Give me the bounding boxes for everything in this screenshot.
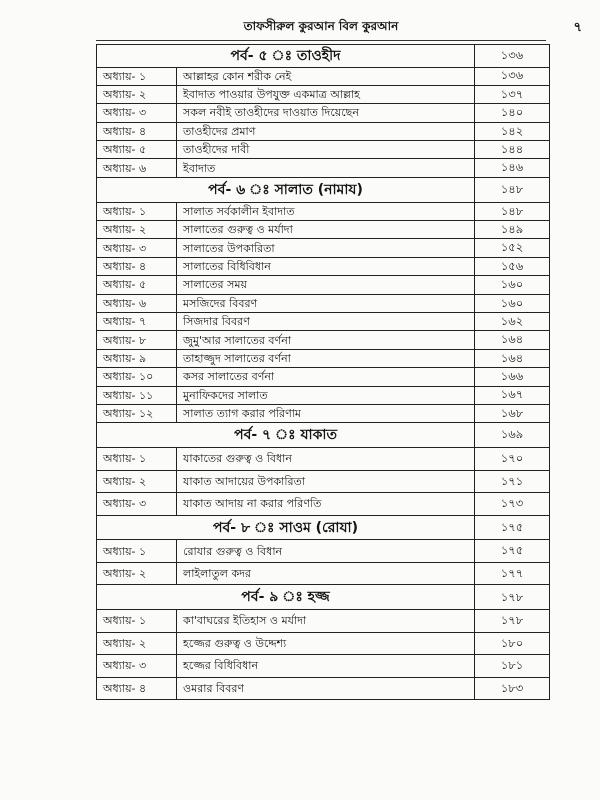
chapter-number: অধ্যায়- ২ — [97, 632, 177, 655]
page-ref: ১৬০ — [475, 294, 550, 312]
toc-chapter-row — [97, 349, 550, 367]
chapter-title: যাকাত আদায়ের উপকারিতা — [177, 470, 475, 493]
part-title: পর্ব- ৯ ঃ হজ্জ — [97, 585, 475, 610]
page-ref: ১৭৫ — [475, 515, 550, 540]
part-title: পর্ব- ৬ ঃ সালাত (নামায) — [97, 177, 475, 202]
chapter-title: তাওহীদের প্রমাণ — [177, 122, 475, 140]
toc-chapter-row — [97, 331, 550, 349]
toc-part-row — [97, 423, 550, 448]
chapter-number: অধ্যায়- ১ — [97, 448, 177, 471]
chapter-title: আল্লাহর কোন শরীক নেই — [177, 67, 475, 85]
chapter-title: ওমরার বিবরণ — [177, 677, 475, 700]
toc-chapter-row — [97, 632, 550, 655]
toc-chapter-row — [97, 257, 550, 275]
chapter-title: সালাত ত্যাগ করার পরিণাম — [177, 404, 475, 422]
chapter-title: হজ্জের বিধিবিধান — [177, 655, 475, 678]
toc-chapter-row — [97, 386, 550, 404]
part-title: পর্ব- ৫ ঃ তাওহীদ — [97, 45, 475, 68]
page-ref: ১৭৮ — [475, 610, 550, 633]
page-ref: ১৮৩ — [475, 677, 550, 700]
page-ref: ১৪২ — [475, 122, 550, 140]
page-ref: ১৬২ — [475, 312, 550, 330]
chapter-number: অধ্যায়- ৫ — [97, 276, 177, 294]
page-ref: ১৪৯ — [475, 221, 550, 239]
chapter-title: মুনাফিকদের সালাত — [177, 386, 475, 404]
chapter-title: লাইলাতুল কদর — [177, 562, 475, 585]
chapter-number: অধ্যায়- ১ — [97, 67, 177, 85]
chapter-number: অধ্যায়- ৬ — [97, 294, 177, 312]
chapter-title: তাহাজ্জুদ সালাতের বর্ণনা — [177, 349, 475, 367]
page-ref: ১৬৪ — [475, 349, 550, 367]
chapter-number: অধ্যায়- ৪ — [97, 677, 177, 700]
chapter-title: সিজদার বিবরণ — [177, 312, 475, 330]
page-ref: ১৬৮ — [475, 404, 550, 422]
toc-part-row — [97, 515, 550, 540]
toc-chapter-row — [97, 610, 550, 633]
page-number: ৭ — [573, 20, 582, 35]
toc-chapter-row — [97, 470, 550, 493]
chapter-number: অধ্যায়- ৪ — [97, 122, 177, 140]
page-ref: ১৮১ — [475, 655, 550, 678]
toc-chapter-row — [97, 368, 550, 386]
toc-chapter-row — [97, 141, 550, 159]
chapter-number: অধ্যায়- ৩ — [97, 104, 177, 122]
chapter-number: অধ্যায়- ২ — [97, 85, 177, 103]
chapter-number: অধ্যায়- ৮ — [97, 331, 177, 349]
toc-chapter-row — [97, 104, 550, 122]
toc-part-row — [97, 45, 550, 68]
part-title: পর্ব- ৮ ঃ সাওম (রোযা) — [97, 515, 475, 540]
chapter-title: জুমু'আর সালাতের বর্ণনা — [177, 331, 475, 349]
chapter-title: ইবাদাত পাওয়ার উপযুক্ত একমাত্র আল্লাহ — [177, 85, 475, 103]
chapter-number: অধ্যায়- ২ — [97, 221, 177, 239]
toc-chapter-row — [97, 677, 550, 700]
toc-chapter-row — [97, 562, 550, 585]
page-header — [96, 14, 582, 41]
chapter-number: অধ্যায়- ১ — [97, 540, 177, 563]
toc-chapter-row — [97, 294, 550, 312]
page-ref: ১৭৭ — [475, 562, 550, 585]
toc-chapter-row — [97, 540, 550, 563]
chapter-number: অধ্যায়- ২ — [97, 470, 177, 493]
toc-chapter-row — [97, 404, 550, 422]
page-ref: ১৫৬ — [475, 257, 550, 275]
table-of-contents — [96, 44, 550, 700]
page-ref: ১৫২ — [475, 239, 550, 257]
chapter-title: যাকাতের গুরুত্ব ও বিধান — [177, 448, 475, 471]
toc-chapter-row — [97, 221, 550, 239]
toc-chapter-row — [97, 159, 550, 177]
toc-chapter-row — [97, 239, 550, 257]
chapter-title: সালাতের সময় — [177, 276, 475, 294]
chapter-number: অধ্যায়- ৫ — [97, 141, 177, 159]
page-ref: ১৭৮ — [475, 585, 550, 610]
chapter-number: অধ্যায়- ২ — [97, 562, 177, 585]
chapter-title: কসর সালাতের বর্ণনা — [177, 368, 475, 386]
page-ref: ১৪৬ — [475, 159, 550, 177]
chapter-number: অধ্যায়- ১২ — [97, 404, 177, 422]
toc-chapter-row — [97, 202, 550, 220]
page-ref: ১৭৩ — [475, 493, 550, 516]
toc-chapter-row — [97, 493, 550, 516]
chapter-title: হজ্জের গুরুত্ব ও উদ্দেশ্য — [177, 632, 475, 655]
page-ref: ১৪৪ — [475, 141, 550, 159]
chapter-number: অধ্যায়- ১১ — [97, 386, 177, 404]
chapter-number: অধ্যায়- ৯ — [97, 349, 177, 367]
page-ref: ১৬৬ — [475, 368, 550, 386]
page-ref: ১৪০ — [475, 104, 550, 122]
chapter-title: রোযার গুরুত্ব ও বিধান — [177, 540, 475, 563]
chapter-title: মসজিদের বিবরণ — [177, 294, 475, 312]
part-title: পর্ব- ৭ ঃ যাকাত — [97, 423, 475, 448]
chapter-title: যাকাত আদায় না করার পরিণতি — [177, 493, 475, 516]
chapter-title: সালাতের গুরুত্ব ও মর্যাদা — [177, 221, 475, 239]
chapter-title: সকল নবীই তাওহীদের দাওয়াত দিয়েছেন — [177, 104, 475, 122]
chapter-number: অধ্যায়- ৪ — [97, 257, 177, 275]
toc-part-row — [97, 585, 550, 610]
page-ref: ১৩৬ — [475, 67, 550, 85]
page-ref: ১৭১ — [475, 470, 550, 493]
page-ref: ১৬৭ — [475, 386, 550, 404]
page-ref: ১৬৪ — [475, 331, 550, 349]
chapter-number: অধ্যায়- ৩ — [97, 655, 177, 678]
toc-chapter-row — [97, 655, 550, 678]
page-ref: ১৭০ — [475, 448, 550, 471]
page-ref: ১৩৭ — [475, 85, 550, 103]
toc-chapter-row — [97, 312, 550, 330]
toc-chapter-row — [97, 67, 550, 85]
chapter-number: অধ্যায়- ৩ — [97, 493, 177, 516]
toc-part-row — [97, 177, 550, 202]
chapter-title: ইবাদাত — [177, 159, 475, 177]
chapter-number: অধ্যায়- ৬ — [97, 159, 177, 177]
chapter-number: অধ্যায়- ১ — [97, 202, 177, 220]
page-ref: ১৮০ — [475, 632, 550, 655]
chapter-number: অধ্যায়- ৩ — [97, 239, 177, 257]
page-ref: ১৬০ — [475, 276, 550, 294]
chapter-title: সালাত সর্বকালীন ইবাদাত — [177, 202, 475, 220]
chapter-title: তাওহীদের দাবী — [177, 141, 475, 159]
chapter-number: অধ্যায়- ৭ — [97, 312, 177, 330]
toc-body — [97, 45, 550, 700]
chapter-title: সালাতের বিধিবিধান — [177, 257, 475, 275]
page-ref: ১৪৮ — [475, 177, 550, 202]
chapter-number: অধ্যায়- ১০ — [97, 368, 177, 386]
toc-chapter-row — [97, 276, 550, 294]
page-ref: ১৭৫ — [475, 540, 550, 563]
toc-chapter-row — [97, 122, 550, 140]
toc-chapter-row — [97, 448, 550, 471]
running-title: তাফসীরুল কুরআন বিল কুরআন — [243, 19, 399, 33]
chapter-title: সালাতের উপকারিতা — [177, 239, 475, 257]
toc-chapter-row — [97, 85, 550, 103]
chapter-title: কা'বাঘরের ইতিহাস ও মর্যাদা — [177, 610, 475, 633]
page-ref: ১৩৬ — [475, 45, 550, 68]
page-ref: ১৬৯ — [475, 423, 550, 448]
chapter-number: অধ্যায়- ১ — [97, 610, 177, 633]
page-ref: ১৪৮ — [475, 202, 550, 220]
